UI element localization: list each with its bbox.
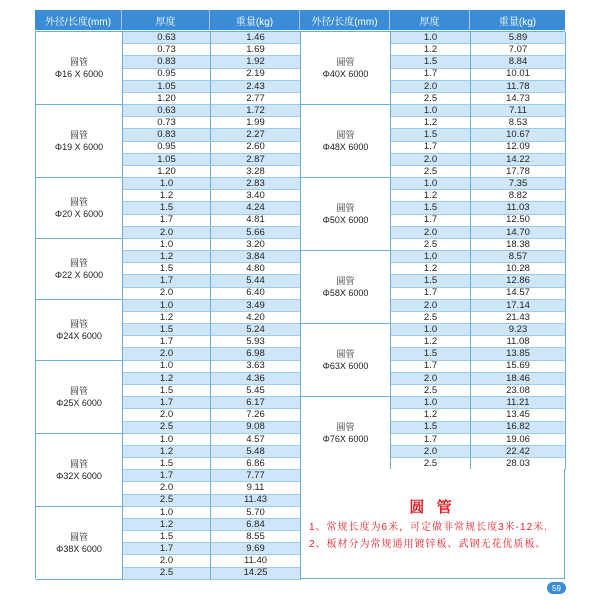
thickness-cell: 1.05: [123, 154, 211, 166]
pipe-type-label: 圆管: [69, 130, 88, 141]
weight-cell: 5.70: [211, 507, 301, 519]
table-header: [35, 10, 565, 30]
pipe-size-cell: [301, 178, 391, 251]
weight-cell: 3.28: [211, 166, 301, 178]
thickness-cell: 0.95: [123, 142, 211, 154]
weight-cell: 23.08: [471, 385, 566, 397]
thickness-cell: 1.5: [391, 422, 471, 434]
pipe-size-cell: [36, 300, 123, 361]
weight-cell: 2.60: [211, 142, 301, 154]
thickness-cell: 1.5: [123, 202, 211, 214]
weight-cell: 3.40: [211, 190, 301, 202]
thickness-cell: 2.0: [123, 348, 211, 360]
thickness-cell: 1.0: [391, 251, 471, 263]
thickness-cell: 1.2: [123, 312, 211, 324]
thickness-cell: 1.0: [391, 397, 471, 409]
weight-cell: 11.03: [471, 202, 566, 214]
weight-cell: 15.69: [471, 361, 566, 373]
thickness-cell: 1.7: [391, 215, 471, 227]
weight-cell: 5.89: [471, 32, 566, 44]
pipe-size-cell: [301, 324, 391, 397]
pipe-type-label: 圆管: [336, 422, 355, 433]
pipe-dimension-label: Φ63X 6000: [322, 361, 369, 372]
weight-cell: 6.84: [211, 519, 301, 531]
thickness-cell: 2.5: [391, 385, 471, 397]
weight-cell: 3.49: [211, 300, 301, 312]
thickness-cell: 2.5: [123, 422, 211, 434]
pipe-dimension-label: Φ40X 6000: [322, 69, 369, 80]
weight-cell: 8.82: [471, 190, 566, 202]
weight-cell: 9.11: [211, 482, 301, 494]
thickness-cell: 2.5: [391, 239, 471, 251]
weight-cell: 5.48: [211, 446, 301, 458]
pipe-dimension-label: Φ19 X 6000: [54, 142, 104, 153]
thickness-cell: 1.0: [391, 178, 471, 190]
thickness-cell: 1.7: [391, 434, 471, 446]
weight-cell: 14.70: [471, 227, 566, 239]
weight-cell: 5.66: [211, 227, 301, 239]
thickness-cell: 1.0: [123, 507, 211, 519]
weight-cell: 5.45: [211, 385, 301, 397]
thickness-cell: 0.63: [123, 32, 211, 44]
thickness-cell: 1.2: [391, 336, 471, 348]
pipe-dimension-label: Φ76X 6000: [322, 434, 369, 445]
header-thickness-left: 厚度: [122, 10, 210, 30]
weight-cell: 11.40: [211, 555, 301, 567]
pipe-size-cell: [36, 507, 123, 580]
thickness-cell: 1.5: [391, 348, 471, 360]
weight-cell: 14.22: [471, 154, 566, 166]
thickness-cell: 1.5: [391, 129, 471, 141]
pipe-size-cell: [36, 239, 123, 300]
weight-cell: 1.99: [211, 117, 301, 129]
weight-cell: 6.17: [211, 397, 301, 409]
weight-cell: 2.19: [211, 69, 301, 81]
weight-cell: 7.11: [471, 105, 566, 117]
thickness-cell: 2.0: [391, 81, 471, 93]
thickness-cell: 1.2: [391, 117, 471, 129]
weight-cell: 28.03: [471, 458, 566, 470]
weight-cell: 1.46: [211, 32, 301, 44]
weight-cell: 11.78: [471, 81, 566, 93]
pipe-size-cell: [301, 397, 391, 470]
header-weight-left: 重量(kg): [210, 10, 300, 30]
thickness-cell: 2.5: [123, 568, 211, 580]
thickness-cell: 0.83: [123, 129, 211, 141]
weight-cell: 1.92: [211, 56, 301, 68]
thickness-cell: 1.7: [123, 470, 211, 482]
header-thickness-right: 厚度: [390, 10, 470, 30]
thickness-cell: 1.20: [123, 93, 211, 105]
weight-cell: 7.35: [471, 178, 566, 190]
weight-cell: 19.06: [471, 434, 566, 446]
weight-cell: 1.72: [211, 105, 301, 117]
thickness-cell: 2.5: [391, 166, 471, 178]
thickness-cell: 1.2: [391, 409, 471, 421]
weight-cell: 4.81: [211, 215, 301, 227]
pipe-dimension-label: Φ38X 6000: [56, 543, 102, 554]
pipe-dimension-label: Φ32X 6000: [56, 470, 102, 481]
pipe-dimension-label: Φ16 X 6000: [54, 69, 104, 80]
pipe-size-cell: [36, 32, 123, 105]
weight-cell: 4.36: [211, 373, 301, 385]
pipe-type-label: 圆管: [69, 385, 88, 396]
weight-cell: 10.67: [471, 129, 566, 141]
pipe-type-label: 圆管: [69, 57, 88, 68]
thickness-cell: 2.0: [123, 227, 211, 239]
weight-cell: 6.40: [211, 288, 301, 300]
weight-cell: 2.87: [211, 154, 301, 166]
weight-cell: 7.77: [211, 470, 301, 482]
thickness-cell: 2.0: [391, 373, 471, 385]
weight-cell: 9.23: [471, 324, 566, 336]
thickness-cell: 1.5: [391, 202, 471, 214]
pipe-size-cell: [301, 32, 391, 105]
pipe-dimension-label: Φ48X 6000: [322, 142, 369, 153]
pipe-dimension-label: Φ22 X 6000: [54, 269, 104, 280]
weight-cell: 11.08: [471, 336, 566, 348]
pipe-size-cell: [301, 251, 391, 324]
pipe-dimension-label: Φ50X 6000: [322, 215, 369, 226]
weight-cell: 2.43: [211, 81, 301, 93]
note-line: 1、常规长度为6米，可定做非常规长度3米-12米.: [309, 522, 548, 533]
weight-cell: 2.27: [211, 129, 301, 141]
thickness-cell: 1.0: [123, 300, 211, 312]
weight-cell: 10.28: [471, 263, 566, 275]
thickness-cell: 1.2: [123, 373, 211, 385]
thickness-cell: 1.7: [123, 215, 211, 227]
pipe-size-cell: [36, 434, 123, 507]
thickness-cell: 0.95: [123, 69, 211, 81]
pipe-type-label: 圆管: [336, 57, 355, 68]
weight-cell: 1.69: [211, 44, 301, 56]
weight-cell: 8.84: [471, 56, 566, 68]
right-spec-table: [300, 31, 565, 469]
thickness-cell: 1.5: [123, 263, 211, 275]
thickness-cell: 1.2: [123, 519, 211, 531]
weight-cell: 11.21: [471, 397, 566, 409]
thickness-cell: 1.2: [391, 263, 471, 275]
weight-cell: 10.01: [471, 69, 566, 81]
pipe-type-label: 圆管: [336, 203, 355, 214]
thickness-cell: 1.7: [391, 361, 471, 373]
weight-cell: 5.44: [211, 275, 301, 287]
thickness-cell: 2.5: [391, 458, 471, 470]
thickness-cell: 2.0: [391, 227, 471, 239]
note-line: 2、板材分为常规通用镀锌板、武钢无花优质板。: [309, 539, 547, 550]
weight-cell: 4.80: [211, 263, 301, 275]
thickness-cell: 2.0: [123, 409, 211, 421]
weight-cell: 18.46: [471, 373, 566, 385]
pipe-type-label: 圆管: [69, 318, 88, 329]
pipe-type-label: 圆管: [69, 531, 88, 542]
weight-cell: 4.24: [211, 202, 301, 214]
pipe-type-label: 圆管: [336, 130, 355, 141]
weight-cell: 6.98: [211, 348, 301, 360]
weight-cell: 21.43: [471, 312, 566, 324]
thickness-cell: 1.7: [123, 397, 211, 409]
thickness-cell: 1.2: [391, 44, 471, 56]
weight-cell: 5.24: [211, 324, 301, 336]
weight-cell: 7.07: [471, 44, 566, 56]
thickness-cell: 1.0: [123, 239, 211, 251]
thickness-cell: 0.83: [123, 56, 211, 68]
thickness-cell: 2.5: [391, 93, 471, 105]
pipe-dimension-label: Φ24X 6000: [56, 330, 102, 341]
weight-cell: 2.77: [211, 93, 301, 105]
weight-cell: 3.20: [211, 239, 301, 251]
thickness-cell: 2.5: [391, 312, 471, 324]
notes-title: 圆 管: [409, 499, 456, 516]
thickness-cell: 1.5: [123, 531, 211, 543]
thickness-cell: 1.5: [123, 385, 211, 397]
notes-box: [300, 469, 565, 579]
thickness-cell: 1.5: [391, 56, 471, 68]
thickness-cell: 0.63: [123, 105, 211, 117]
pipe-size-cell: [36, 361, 123, 434]
weight-cell: 12.86: [471, 275, 566, 287]
weight-cell: 6.86: [211, 458, 301, 470]
weight-cell: 12.50: [471, 215, 566, 227]
thickness-cell: 2.0: [391, 446, 471, 458]
weight-cell: 14.73: [471, 93, 566, 105]
header-weight-right: 重量(kg): [498, 16, 537, 28]
weight-cell: 14.57: [471, 288, 566, 300]
weight-cell: 12.09: [471, 142, 566, 154]
pipe-size-cell: [301, 105, 391, 178]
weight-cell: 8.55: [211, 531, 301, 543]
thickness-cell: 1.5: [391, 275, 471, 287]
thickness-cell: 1.7: [123, 543, 211, 555]
thickness-cell: 2.0: [123, 482, 211, 494]
thickness-cell: 1.7: [123, 275, 211, 287]
page-number-badge: 59: [547, 582, 566, 594]
thickness-cell: 1.20: [123, 166, 211, 178]
thickness-cell: 1.05: [123, 81, 211, 93]
weight-cell: 5.93: [211, 336, 301, 348]
weight-cell: 4.20: [211, 312, 301, 324]
thickness-cell: 0.73: [123, 117, 211, 129]
pipe-size-cell: [36, 105, 123, 178]
weight-cell: 7.26: [211, 409, 301, 421]
weight-cell: 13.45: [471, 409, 566, 421]
thickness-cell: 1.2: [123, 446, 211, 458]
thickness-cell: 1.5: [123, 458, 211, 470]
thickness-cell: 1.0: [391, 32, 471, 44]
pipe-dimension-label: Φ20 X 6000: [54, 208, 104, 219]
thickness-cell: 1.7: [391, 142, 471, 154]
thickness-cell: 2.0: [391, 154, 471, 166]
header-size-right: 外径/长度(mm): [300, 10, 390, 30]
weight-cell: 22.42: [471, 446, 566, 458]
weight-cell: 3.63: [211, 361, 301, 373]
thickness-cell: 1.0: [123, 361, 211, 373]
thickness-cell: 2.0: [123, 288, 211, 300]
pipe-type-label: 圆管: [69, 257, 88, 268]
pipe-type-label: 圆管: [69, 196, 88, 207]
header-size-left: 外径/长度(mm): [35, 10, 122, 30]
weight-cell: 3.84: [211, 251, 301, 263]
thickness-cell: 2.0: [391, 300, 471, 312]
weight-cell: 14.25: [211, 568, 301, 580]
weight-cell: 8.57: [471, 251, 566, 263]
thickness-cell: 1.0: [391, 324, 471, 336]
thickness-cell: 1.7: [391, 288, 471, 300]
thickness-cell: 2.0: [123, 555, 211, 567]
thickness-cell: 1.0: [123, 178, 211, 190]
weight-cell: 17.78: [471, 166, 566, 178]
pipe-type-label: 圆管: [336, 276, 355, 287]
weight-cell: 17.14: [471, 300, 566, 312]
weight-cell: 16.82: [471, 422, 566, 434]
thickness-cell: 1.0: [123, 434, 211, 446]
weight-cell: 18.38: [471, 239, 566, 251]
pipe-type-label: 圆管: [69, 458, 88, 469]
thickness-cell: 1.7: [123, 336, 211, 348]
weight-cell: 8.53: [471, 117, 566, 129]
pipe-dimension-label: Φ25X 6000: [56, 397, 102, 408]
weight-cell: 11.43: [211, 495, 301, 507]
weight-cell: 13.85: [471, 348, 566, 360]
weight-cell: 2.83: [211, 178, 301, 190]
weight-cell: 9.69: [211, 543, 301, 555]
thickness-cell: 1.7: [391, 69, 471, 81]
thickness-cell: 0.73: [123, 44, 211, 56]
thickness-cell: 1.5: [123, 324, 211, 336]
pipe-size-cell: [36, 178, 123, 239]
thickness-cell: 1.2: [123, 190, 211, 202]
thickness-cell: 1.0: [391, 105, 471, 117]
pipe-type-label: 圆管: [336, 349, 355, 360]
thickness-cell: 1.2: [391, 190, 471, 202]
pipe-dimension-label: Φ58X 6000: [322, 288, 369, 299]
left-spec-table: [35, 31, 300, 579]
weight-cell: 4.57: [211, 434, 301, 446]
thickness-cell: 2.5: [123, 495, 211, 507]
weight-cell: 9.08: [211, 422, 301, 434]
thickness-cell: 1.2: [123, 251, 211, 263]
